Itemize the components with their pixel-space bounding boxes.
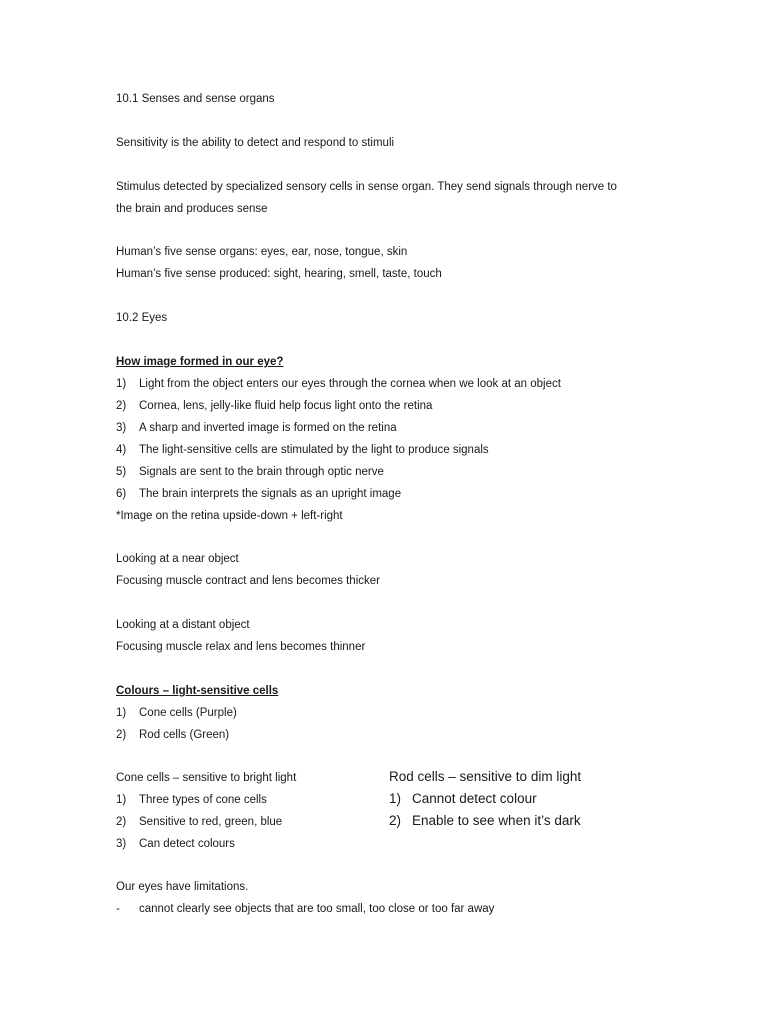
near-object-desc: Focusing muscle contract and lens becomes thicker xyxy=(116,575,380,587)
list-text: Light from the object enters our eyes through the cornea when we look at an object xyxy=(139,378,561,390)
list-text: Signals are sent to the brain through optic nerve xyxy=(139,466,384,478)
list-number: 2) xyxy=(116,729,127,741)
colours-heading: Colours – light-sensitive cells xyxy=(116,685,279,697)
list-text: Three types of cone cells xyxy=(139,794,267,806)
list-text: Cornea, lens, jelly-like fluid help focus light onto the retina xyxy=(139,400,433,412)
list-number: 5) xyxy=(116,466,127,478)
list-text: Enable to see when it’s dark xyxy=(412,813,581,828)
list-number: 2) xyxy=(389,813,402,828)
list-number: 1) xyxy=(116,378,127,390)
senses-produced-line: Human’s five sense produced: sight, hearing, smell, taste, touch xyxy=(116,268,442,280)
list-text: Cannot detect colour xyxy=(412,791,537,806)
image-formation-heading: How image formed in our eye? xyxy=(116,356,284,368)
near-object-title: Looking at a near object xyxy=(116,553,239,565)
stimulus-line-1: Stimulus detected by specialized sensory cells in sense organ. They send signals through nerve to xyxy=(116,181,617,193)
cone-cells-title: Cone cells – sensitive to bright light xyxy=(116,772,297,784)
list-number: 3) xyxy=(116,838,127,850)
list-number: 1) xyxy=(389,791,402,806)
list-number: 2) xyxy=(116,816,127,828)
sensitivity-definition: Sensitivity is the ability to detect and respond to stimuli xyxy=(116,137,395,149)
list-number: 2) xyxy=(116,400,127,412)
list-number: 3) xyxy=(116,422,127,434)
list-number: 6) xyxy=(116,488,127,500)
section-title-eyes: 10.2 Eyes xyxy=(116,312,168,324)
list-bullet: - xyxy=(116,903,120,915)
limitations-title: Our eyes have limitations. xyxy=(116,881,249,893)
list-text: A sharp and inverted image is formed on the retina xyxy=(139,422,397,434)
list-number: 1) xyxy=(116,794,127,806)
section-title-senses: 10.1 Senses and sense organs xyxy=(116,93,275,105)
list-text: Sensitive to red, green, blue xyxy=(139,816,283,828)
distant-object-desc: Focusing muscle relax and lens becomes thinner xyxy=(116,641,366,653)
distant-object-title: Looking at a distant object xyxy=(116,619,250,631)
sense-organs-line: Human’s five sense organs: eyes, ear, nose, tongue, skin xyxy=(116,246,408,258)
list-text: Rod cells (Green) xyxy=(139,729,230,741)
rod-cells-title: Rod cells – sensitive to dim light xyxy=(389,769,582,784)
list-text: Cone cells (Purple) xyxy=(139,707,237,719)
stimulus-line-2: the brain and produces sense xyxy=(116,203,268,215)
list-text: The light-sensitive cells are stimulated by the light to produce signals xyxy=(139,444,489,456)
list-text: cannot clearly see objects that are too small, too close or too far away xyxy=(139,903,495,915)
list-text: The brain interprets the signals as an upright image xyxy=(139,488,402,500)
list-number: 4) xyxy=(116,444,127,456)
list-text: Can detect colours xyxy=(139,838,235,850)
image-note: *Image on the retina upside-down + left-right xyxy=(116,510,343,522)
list-number: 1) xyxy=(116,707,127,719)
